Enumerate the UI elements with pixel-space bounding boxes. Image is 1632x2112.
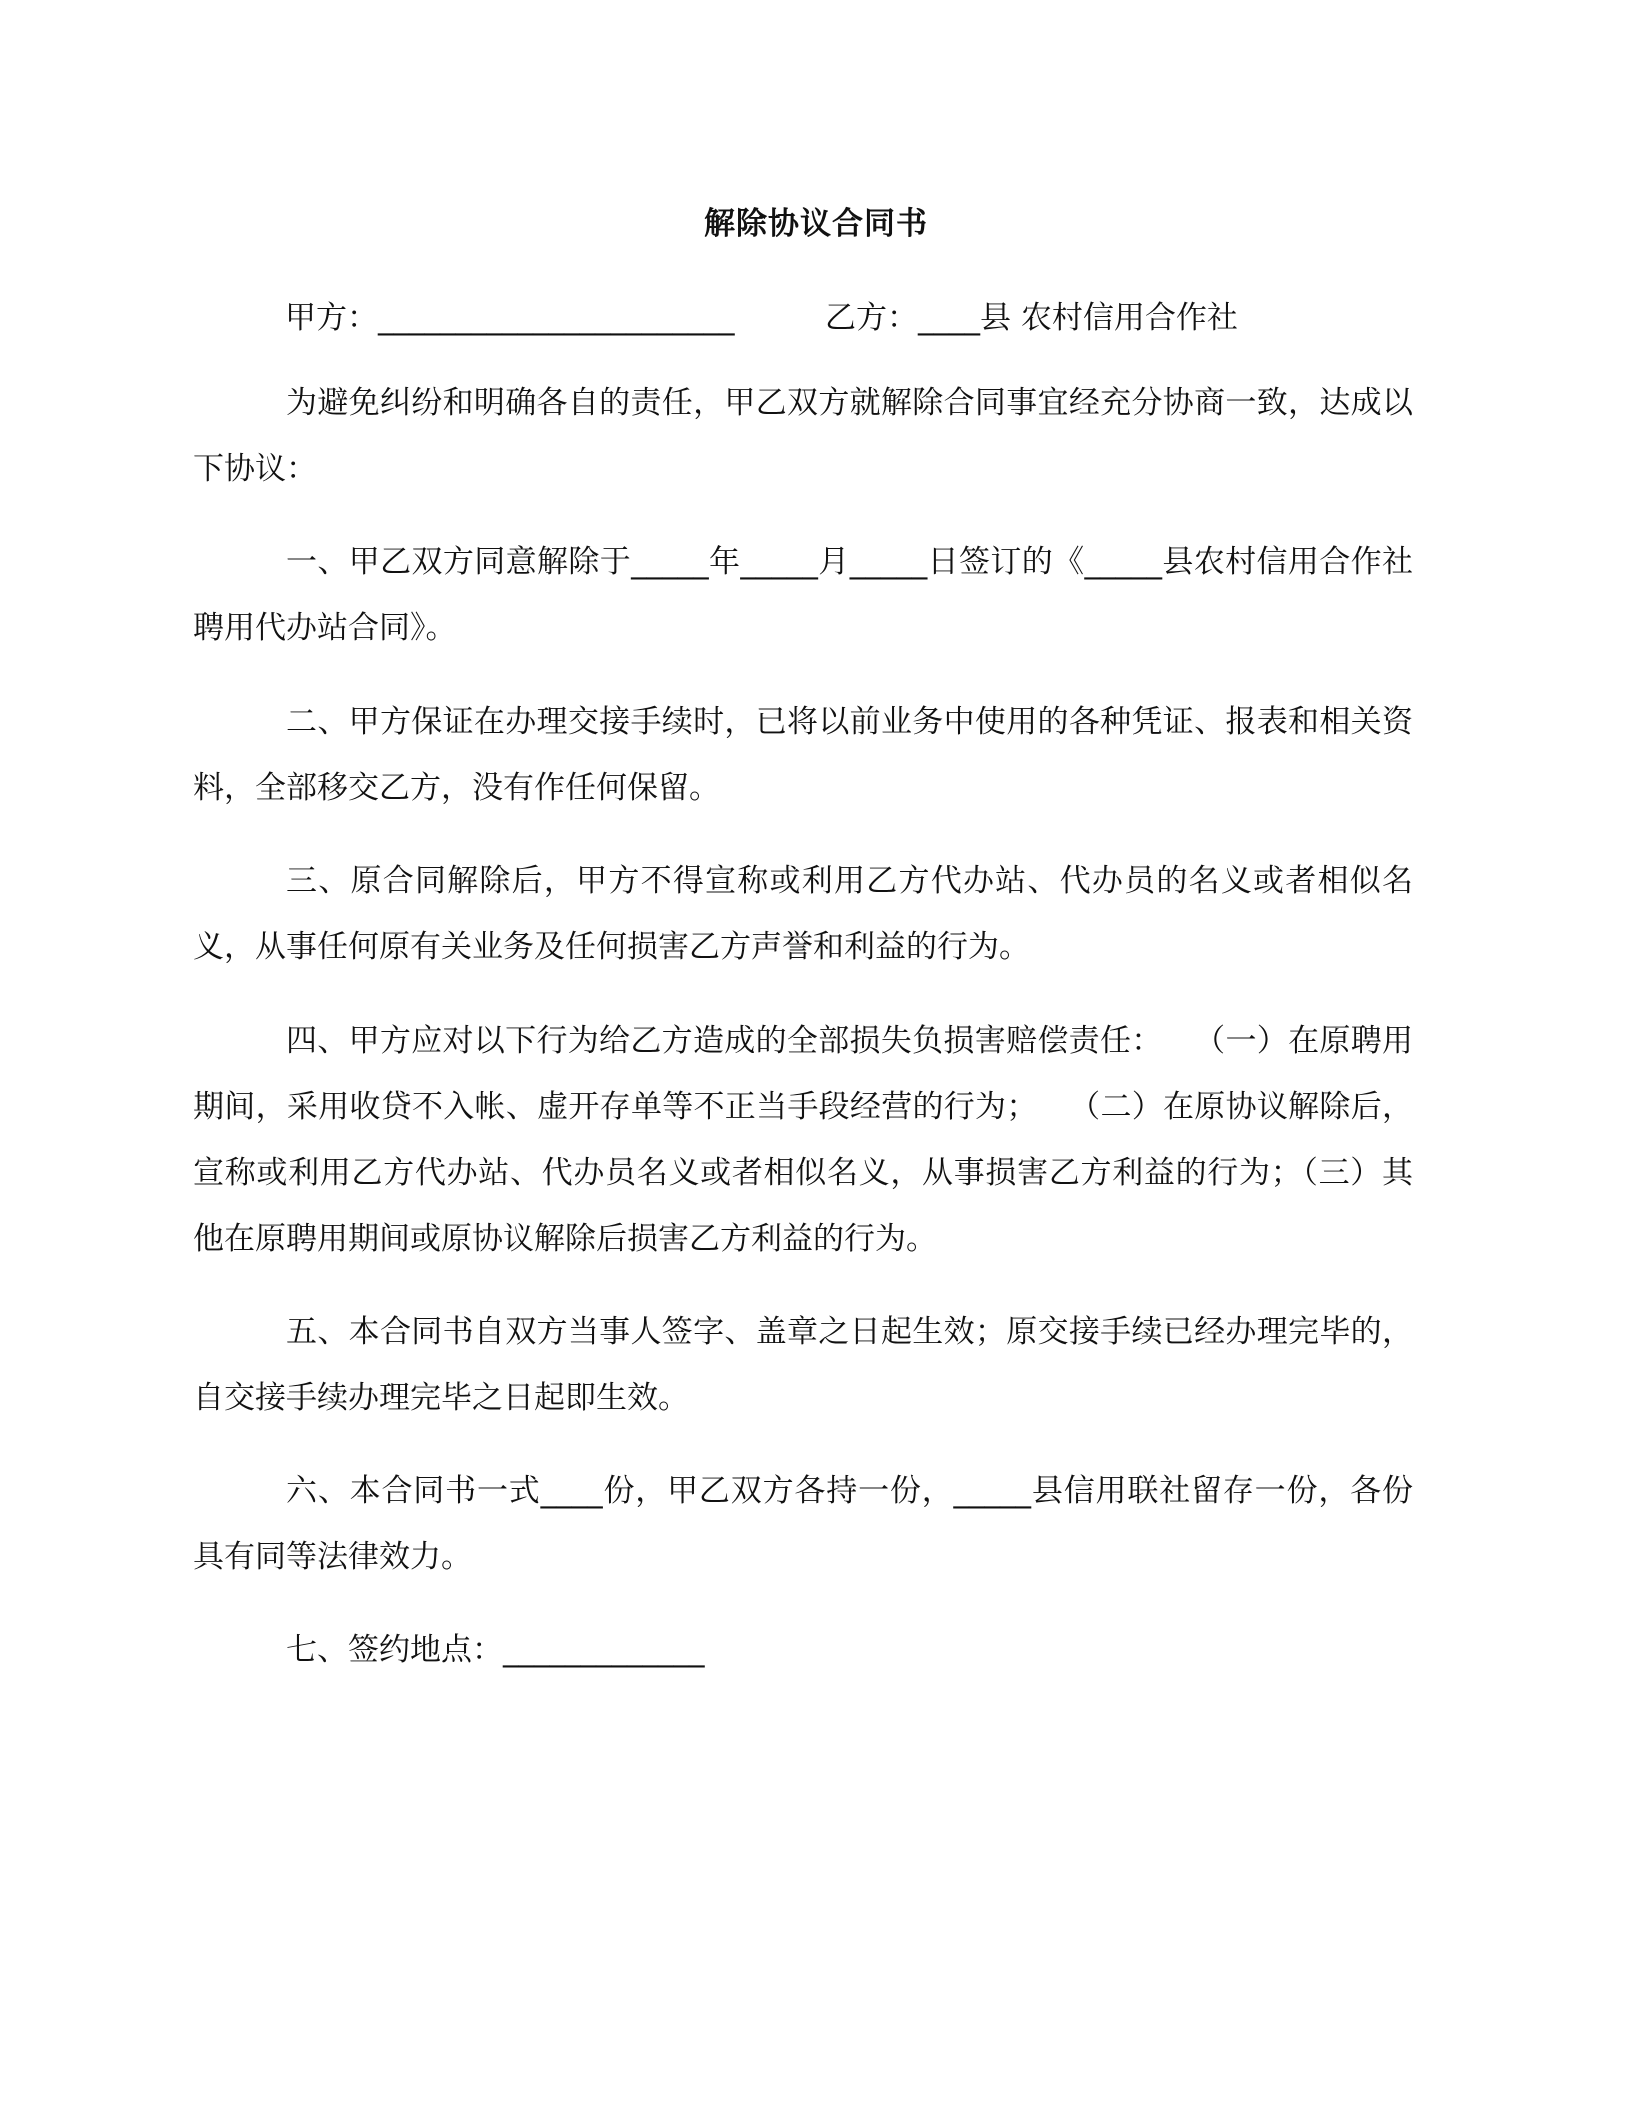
- clause-6: 六、本合同书一式____份，甲乙双方各持一份，_____县信用联社留存一份，各份具有同等法律效力。: [193, 1473, 1413, 1575]
- intro-paragraph: 为避免纠纷和明确各自的责任，甲乙双方就解除合同事宜经充分协商一致，达成以下协议：: [193, 385, 1413, 487]
- clause-7-signing-place: 七、签约地点：_____________: [286, 1632, 705, 1668]
- clause-5: 五、本合同书自双方当事人签字、盖章之日起生效；原交接手续已经办理完毕的，自交接手续办理完毕之日起即生效。: [193, 1314, 1413, 1416]
- document-title: 解除协议合同书: [704, 206, 928, 242]
- clause-1: 一、甲乙双方同意解除于_____年_____月_____日签订的《_____县农村信用合作社聘用代办站合同》。: [193, 544, 1413, 646]
- clause-4: 四、甲方应对以下行为给乙方造成的全部损失负损害赔偿责任： （一）在原聘用期间，采用收贷不入帐、虚开存单等不正当手段经营的行为； （二）在原协议解除后，宣称或利用乙方代办站、代办员名义或者相似名义，从事损害乙方利益的行为；（三）其他在原聘用期间或原协议解除后损害乙方利益的行为。: [193, 1023, 1413, 1257]
- clause-2: 二、甲方保证在办理交接手续时，已将以前业务中使用的各种凭证、报表和相关资料，全部移交乙方，没有作任何保留。: [193, 704, 1413, 806]
- clause-3: 三、原合同解除后，甲方不得宣称或利用乙方代办站、代办员的名义或者相似名义，从事任何原有关业务及任何损害乙方声誉和利益的行为。: [193, 863, 1413, 965]
- party-b-field: 乙方：____县 农村信用合作社: [825, 300, 1238, 336]
- party-a-field: 甲方：_______________________: [285, 300, 735, 336]
